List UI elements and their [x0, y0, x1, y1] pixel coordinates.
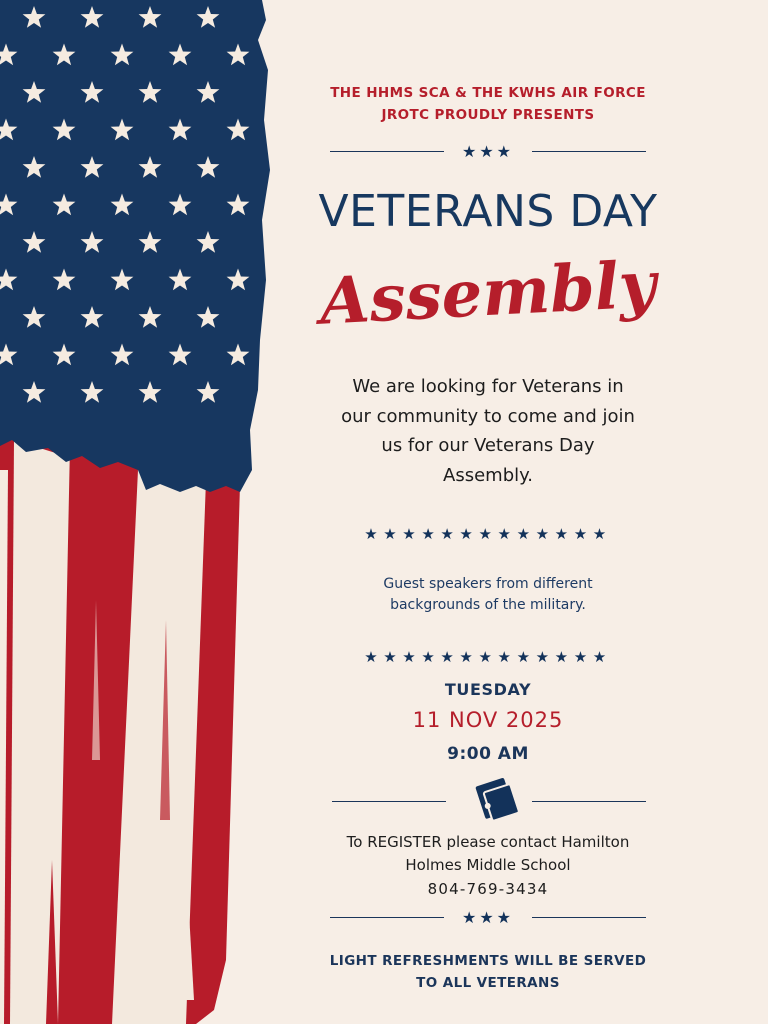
register-text [300, 831, 676, 877]
flag-canton [0, 0, 270, 492]
intro-text [300, 372, 676, 490]
phone-number: 804-769-3434 [427, 880, 549, 898]
guest-line-2: backgrounds of the military. [390, 597, 586, 613]
presenter-line-1: THE HHMS SCA & THE KWHS AIR FORCE [330, 85, 646, 101]
poster-content [300, 0, 676, 1024]
event-subtitle: Assembly [318, 247, 658, 340]
intro-line-1: We are looking for Veterans in [352, 376, 624, 397]
presenter-heading [300, 82, 676, 126]
event-date: 11 NOV 2025 [412, 708, 564, 732]
register-line-1: To REGISTER please contact Hamilton [346, 833, 630, 851]
intro-line-2: our community to come and join [341, 405, 635, 427]
register-line-2: Holmes Middle School [405, 856, 571, 874]
divider-line-right [532, 151, 646, 152]
event-title: VETERANS DAY [318, 186, 658, 237]
star-ornament: ★★★ [461, 142, 515, 161]
refreshments-note [300, 950, 676, 994]
divider-bottom [300, 908, 676, 928]
divider-line-left [332, 801, 446, 802]
intro-line-3: us for our Veterans Day [381, 435, 595, 456]
refreshments-line-2: TO ALL VETERANS [416, 975, 560, 991]
divider-line-right [532, 917, 646, 918]
divider-line-right [532, 801, 646, 802]
star-row-1: ★★★★★★★★★★★★★ [364, 525, 612, 543]
american-flag-illustration [0, 0, 270, 1024]
intro-line-4: Assembly. [443, 464, 533, 486]
refreshments-line-1: LIGHT REFRESHMENTS WILL BE SERVED [329, 953, 647, 969]
presenter-line-2: JROTC PROUDLY PRESENTS [381, 107, 595, 123]
ticket-icon [470, 775, 522, 823]
star-ornament: ★★★ [461, 908, 515, 927]
event-time: 9:00 AM [447, 744, 529, 764]
flag-stripes [0, 430, 240, 1024]
star-row-2: ★★★★★★★★★★★★★ [364, 648, 612, 666]
divider-top [300, 142, 676, 162]
event-day: TUESDAY [444, 680, 532, 699]
guest-line-1: Guest speakers from different [383, 576, 593, 592]
guest-speakers-text [300, 574, 676, 616]
